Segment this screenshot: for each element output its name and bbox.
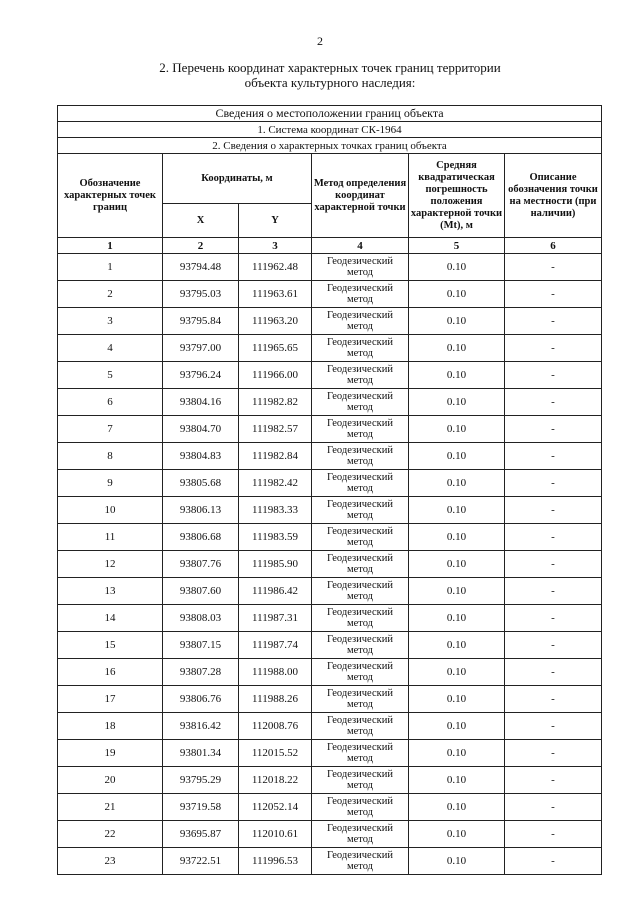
- coord-y: 111963.61: [239, 281, 312, 308]
- error-value: 0.10: [409, 524, 505, 551]
- method-cell: [312, 632, 409, 659]
- error-value: 0.10: [409, 605, 505, 632]
- table-row: [58, 740, 602, 767]
- method-line-2: метод: [346, 672, 374, 683]
- table-row: [58, 659, 602, 686]
- coord-x: 93808.03: [163, 605, 239, 632]
- page-number: 2: [317, 34, 323, 48]
- method-cell: [312, 578, 409, 605]
- error-value: 0.10: [409, 794, 505, 821]
- method-line-2: метод: [346, 267, 374, 278]
- coordinates-table: [57, 105, 602, 875]
- error-value: 0.10: [409, 632, 505, 659]
- coord-y: 111988.26: [239, 686, 312, 713]
- method-line-1: Геодезический: [327, 391, 393, 402]
- coord-x: 93806.13: [163, 497, 239, 524]
- coord-y: 111982.42: [239, 470, 312, 497]
- method-line-2: метод: [346, 429, 374, 440]
- table-row: [58, 821, 602, 848]
- coord-y: 111966.00: [239, 362, 312, 389]
- coord-x: 93806.68: [163, 524, 239, 551]
- error-value: 0.10: [409, 713, 505, 740]
- coord-x: 93795.03: [163, 281, 239, 308]
- method-line-1: Геодезический: [327, 553, 393, 564]
- method-line-2: метод: [346, 834, 374, 845]
- method-line-1: Геодезический: [327, 283, 393, 294]
- coord-y: 112015.52: [239, 740, 312, 767]
- coord-y: 111965.65: [239, 335, 312, 362]
- method-line-1: Геодезический: [327, 499, 393, 510]
- method-cell: [312, 497, 409, 524]
- point-description: -: [505, 686, 602, 713]
- error-value: 0.10: [409, 362, 505, 389]
- column-numbers-row: [58, 238, 602, 254]
- method-cell: [312, 848, 409, 875]
- point-description: -: [505, 767, 602, 794]
- point-number: 1: [58, 254, 163, 281]
- point-description: -: [505, 443, 602, 470]
- point-description: -: [505, 524, 602, 551]
- coord-y: 111986.42: [239, 578, 312, 605]
- method-cell: [312, 767, 409, 794]
- point-number: 22: [58, 821, 163, 848]
- method-cell: [312, 524, 409, 551]
- method-line-1: Геодезический: [327, 418, 393, 429]
- header-description: Описание обозначения точки на местности (при наличии): [505, 154, 602, 238]
- coord-x: 93805.68: [163, 470, 239, 497]
- point-number: 15: [58, 632, 163, 659]
- error-value: 0.10: [409, 497, 505, 524]
- error-value: 0.10: [409, 821, 505, 848]
- column-number: 5: [409, 238, 505, 254]
- method-line-1: Геодезический: [327, 472, 393, 483]
- column-number: 6: [505, 238, 602, 254]
- method-cell: [312, 416, 409, 443]
- error-value: 0.10: [409, 335, 505, 362]
- coord-x: 93695.87: [163, 821, 239, 848]
- method-cell: [312, 686, 409, 713]
- method-line-1: Геодезический: [327, 580, 393, 591]
- coord-x: 93806.76: [163, 686, 239, 713]
- document-title: [120, 60, 540, 90]
- method-line-2: метод: [346, 375, 374, 386]
- error-value: 0.10: [409, 281, 505, 308]
- coord-y: 112008.76: [239, 713, 312, 740]
- coord-y: 111988.00: [239, 659, 312, 686]
- method-line-2: метод: [346, 483, 374, 494]
- coord-x: 93722.51: [163, 848, 239, 875]
- error-value: 0.10: [409, 308, 505, 335]
- method-line-1: Геодезический: [327, 337, 393, 348]
- table-row: [58, 308, 602, 335]
- point-description: -: [505, 362, 602, 389]
- point-description: -: [505, 254, 602, 281]
- method-cell: [312, 389, 409, 416]
- coord-x: 93804.70: [163, 416, 239, 443]
- method-line-2: метод: [346, 618, 374, 629]
- table-row: [58, 848, 602, 875]
- method-cell: [312, 443, 409, 470]
- table-row: [58, 281, 602, 308]
- coord-x: 93807.15: [163, 632, 239, 659]
- point-description: -: [505, 497, 602, 524]
- error-value: 0.10: [409, 443, 505, 470]
- table-row: [58, 578, 602, 605]
- point-number: 18: [58, 713, 163, 740]
- method-line-2: метод: [346, 807, 374, 818]
- method-line-2: метод: [346, 537, 374, 548]
- method-line-2: метод: [346, 861, 374, 872]
- header-method: Метод определения координат характерной точки: [312, 154, 409, 238]
- method-line-2: метод: [346, 510, 374, 521]
- point-number: 6: [58, 389, 163, 416]
- method-line-1: Геодезический: [327, 715, 393, 726]
- point-number: 13: [58, 578, 163, 605]
- error-value: 0.10: [409, 470, 505, 497]
- error-value: 0.10: [409, 740, 505, 767]
- point-number: 14: [58, 605, 163, 632]
- header-x: X: [163, 204, 239, 238]
- point-number: 12: [58, 551, 163, 578]
- table-row: [58, 362, 602, 389]
- method-line-2: метод: [346, 294, 374, 305]
- point-number: 7: [58, 416, 163, 443]
- method-line-1: Геодезический: [327, 796, 393, 807]
- header-point: Обозначение характерных точек границ: [58, 154, 163, 238]
- coord-x: 93804.83: [163, 443, 239, 470]
- method-cell: [312, 551, 409, 578]
- point-number: 21: [58, 794, 163, 821]
- point-description: -: [505, 389, 602, 416]
- point-description: -: [505, 821, 602, 848]
- point-number: 19: [58, 740, 163, 767]
- table-row: [58, 686, 602, 713]
- table-row: [58, 416, 602, 443]
- coord-x: 93796.24: [163, 362, 239, 389]
- column-number: 3: [239, 238, 312, 254]
- coord-y: 111982.82: [239, 389, 312, 416]
- method-line-2: метод: [346, 780, 374, 791]
- coord-y: 111996.53: [239, 848, 312, 875]
- title-line-1: 2. Перечень координат характерных точек границ территории: [159, 60, 501, 75]
- coord-y: 111963.20: [239, 308, 312, 335]
- method-line-2: метод: [346, 753, 374, 764]
- coord-y: 111962.48: [239, 254, 312, 281]
- point-description: -: [505, 794, 602, 821]
- point-description: -: [505, 659, 602, 686]
- column-number: 4: [312, 238, 409, 254]
- point-number: 3: [58, 308, 163, 335]
- table-row: [58, 335, 602, 362]
- method-cell: [312, 659, 409, 686]
- point-number: 10: [58, 497, 163, 524]
- error-value: 0.10: [409, 686, 505, 713]
- method-line-1: Геодезический: [327, 607, 393, 618]
- point-description: -: [505, 632, 602, 659]
- point-number: 23: [58, 848, 163, 875]
- method-line-2: метод: [346, 456, 374, 467]
- method-line-1: Геодезический: [327, 742, 393, 753]
- point-number: 11: [58, 524, 163, 551]
- coord-x: 93801.34: [163, 740, 239, 767]
- coord-y: 112052.14: [239, 794, 312, 821]
- point-number: 4: [58, 335, 163, 362]
- point-description: -: [505, 551, 602, 578]
- section-heading: 2. Сведения о характерных точках границ объекта: [58, 138, 602, 154]
- point-number: 17: [58, 686, 163, 713]
- coord-x: 93816.42: [163, 713, 239, 740]
- table-row: [58, 605, 602, 632]
- point-number: 8: [58, 443, 163, 470]
- header-y: Y: [239, 204, 312, 238]
- point-number: 16: [58, 659, 163, 686]
- coord-x: 93797.00: [163, 335, 239, 362]
- method-cell: [312, 740, 409, 767]
- point-number: 20: [58, 767, 163, 794]
- table-row: [58, 443, 602, 470]
- method-line-1: Геодезический: [327, 688, 393, 699]
- method-cell: [312, 362, 409, 389]
- coord-x: 93807.60: [163, 578, 239, 605]
- point-number: 5: [58, 362, 163, 389]
- point-number: 2: [58, 281, 163, 308]
- method-line-1: Геодезический: [327, 769, 393, 780]
- error-value: 0.10: [409, 659, 505, 686]
- method-line-1: Геодезический: [327, 634, 393, 645]
- coord-x: 93807.76: [163, 551, 239, 578]
- point-description: -: [505, 335, 602, 362]
- method-line-2: метод: [346, 321, 374, 332]
- error-value: 0.10: [409, 551, 505, 578]
- point-description: -: [505, 713, 602, 740]
- method-line-2: метод: [346, 645, 374, 656]
- method-line-2: метод: [346, 726, 374, 737]
- coord-x: 93794.48: [163, 254, 239, 281]
- header-coordinates: Координаты, м: [163, 154, 312, 204]
- error-value: 0.10: [409, 767, 505, 794]
- error-value: 0.10: [409, 416, 505, 443]
- method-line-1: Геодезический: [327, 823, 393, 834]
- method-line-2: метод: [346, 699, 374, 710]
- method-line-1: Геодезический: [327, 256, 393, 267]
- table-row: [58, 254, 602, 281]
- table-row: [58, 713, 602, 740]
- coord-x: 93795.29: [163, 767, 239, 794]
- method-line-1: Геодезический: [327, 310, 393, 321]
- method-line-1: Геодезический: [327, 364, 393, 375]
- table-row: [58, 497, 602, 524]
- header-error: Средняя квадратическая погрешность положения характерной точки (Mt), м: [409, 154, 505, 238]
- point-description: -: [505, 740, 602, 767]
- method-cell: [312, 308, 409, 335]
- table-banner: Сведения о местоположении границ объекта: [58, 106, 602, 122]
- method-line-1: Геодезический: [327, 661, 393, 672]
- error-value: 0.10: [409, 578, 505, 605]
- method-cell: [312, 794, 409, 821]
- coord-x: 93719.58: [163, 794, 239, 821]
- point-description: -: [505, 605, 602, 632]
- point-description: -: [505, 848, 602, 875]
- coord-y: 111987.74: [239, 632, 312, 659]
- error-value: 0.10: [409, 389, 505, 416]
- method-line-1: Геодезический: [327, 526, 393, 537]
- error-value: 0.10: [409, 848, 505, 875]
- coordinate-system: 1. Система координат СК-1964: [58, 122, 602, 138]
- point-description: -: [505, 308, 602, 335]
- point-description: -: [505, 578, 602, 605]
- coord-x: 93807.28: [163, 659, 239, 686]
- point-description: -: [505, 281, 602, 308]
- table-row: [58, 632, 602, 659]
- coord-y: 111982.84: [239, 443, 312, 470]
- method-cell: [312, 470, 409, 497]
- method-line-2: метод: [346, 591, 374, 602]
- method-line-2: метод: [346, 348, 374, 359]
- coord-y: 111983.33: [239, 497, 312, 524]
- column-number: 1: [58, 238, 163, 254]
- error-value: 0.10: [409, 254, 505, 281]
- table-row: [58, 767, 602, 794]
- method-cell: [312, 713, 409, 740]
- column-number: 2: [163, 238, 239, 254]
- method-line-1: Геодезический: [327, 445, 393, 456]
- method-cell: [312, 605, 409, 632]
- method-line-2: метод: [346, 564, 374, 575]
- coord-y: 111985.90: [239, 551, 312, 578]
- coord-y: 111983.59: [239, 524, 312, 551]
- method-line-2: метод: [346, 402, 374, 413]
- table-row: [58, 524, 602, 551]
- coord-y: 111982.57: [239, 416, 312, 443]
- point-number: 9: [58, 470, 163, 497]
- coord-y: 112010.61: [239, 821, 312, 848]
- title-line-2: объекта культурного наследия:: [244, 75, 416, 90]
- method-line-1: Геодезический: [327, 850, 393, 861]
- method-cell: [312, 254, 409, 281]
- method-cell: [312, 335, 409, 362]
- coord-x: 93795.84: [163, 308, 239, 335]
- method-cell: [312, 821, 409, 848]
- coord-x: 93804.16: [163, 389, 239, 416]
- table-row: [58, 551, 602, 578]
- table-row: [58, 389, 602, 416]
- point-description: -: [505, 470, 602, 497]
- method-cell: [312, 281, 409, 308]
- point-description: -: [505, 416, 602, 443]
- table-row: [58, 470, 602, 497]
- coord-y: 111987.31: [239, 605, 312, 632]
- table-row: [58, 794, 602, 821]
- coord-y: 112018.22: [239, 767, 312, 794]
